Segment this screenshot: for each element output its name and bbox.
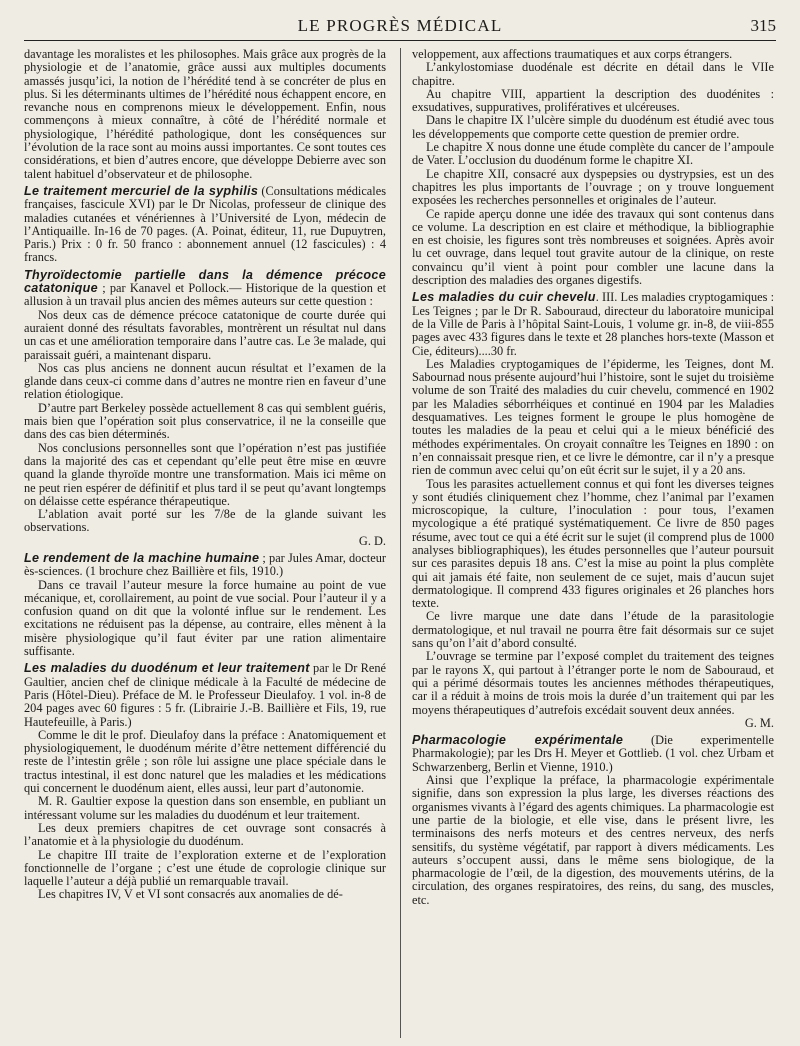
body-paragraph: M. R. Gaultier expose la question dans son ensemble, en publiant un intéressant volume sur les maladies du duodénum et leur traitement.	[24, 794, 386, 822]
body-paragraph: L’ankylostomiase duodénale est décrite en détail dans le VIIe chapitre.	[412, 60, 774, 88]
body-paragraph: davantage les moralistes et les philosophes. Mais grâce aux progrès de la physiologie et de l’anatomie, grâce aussi aux multiples documents amassés jusqu’ici, la notion de l’hérédité tend à se concréter de plus en plus. Si les déterminants ultimes de l’hérédité nous échappent encore, en revanche nous en comprenons mieux le développement. Enfin, nous commençons à mieux connaître, à côté de l’hérédité normale et physiologique, l’hérédité pathologique, dont les conséquences sur l’évolution de la race sont au moins aussi importantes. Ce sont toutes ces considérations, et bien d’autres encore, que développe Debierre avec son talent habituel d’observateur et de philosophe.	[24, 48, 386, 181]
review-citation: (Die experimentelle Pharmakologie); par les Drs H. Meyer et Gottlieb. (1 vol. chez Urbam et Schwarzenberg, Berlin et Vienne, 1910.)	[412, 733, 774, 774]
book-review-entry	[412, 291, 774, 357]
book-review-entry	[412, 734, 774, 774]
column-divider	[400, 48, 401, 1038]
body-paragraph: Comme le dit le prof. Dieulafoy dans la préface : Anatomiquement et physiologiquement, le duodénum mérite d’être nettement différencié du reste de l’intestin grêle ; son rôle lui assigne une place spéciale dans le tractus intestinal, il est donc naturel que les maladies et les médications qui concernent le duodénum aient, elles aussi, leur part d’autonomie.	[24, 727, 386, 796]
body-paragraph: Dans ce travail l’auteur mesure la force humaine au point de vue mécanique, et, corollairement, au point de vue social. Pour l’auteur il y a confusion quand on dit que la volonté influe sur le rendement. Les excitations ne réduisent pas la dépense, au contraire, elles mènent à la misère physiologique qu’il faut éviter par une ration alimentaire suffisante.	[24, 577, 386, 659]
left-column	[24, 48, 386, 1038]
book-review-entry	[24, 269, 386, 309]
body-paragraph: D’autre part Berkeley possède actuellement 8 cas qui semblent guéris, mais bien que l’opération soit plus conservatrice, il ne la conseille que dans des cas bien déterminés.	[24, 400, 386, 442]
body-paragraph: Les Maladies cryptogamiques de l’épiderme, les Teignes, dont M. Sabournad nous présente aujourd’hui l’histoire, sont le sujet du troisième volume de son Traité des maladies du cuir chevelu, commencé en 1902 par les Maladies séborrhéiques et continué en 1904 par les Maladies desquamatives. Les teignes forment le groupe le plus homogène de toutes les maladies de la peau et celui qui a le mieux bénéficié des méthodes expérimentales. On croyait connaître les Teignes en 1890 : on n’en connaissait presque rien, et ce livre le démontre, car il n’y a presque rien de commun avec celui qu’on eût écrit sur le sujet, il y a 20 ans.	[412, 356, 774, 478]
book-review-entry	[24, 185, 386, 265]
body-paragraph: Le chapitre X nous donne une étude complète du cancer de l’ampoule de Vater. L’occlusion du duodénum forme le chapitre XI.	[412, 140, 774, 168]
body-paragraph: L’ouvrage se termine par l’exposé complet du traitement des teignes par le rayons X, qui partout à l’étranger porte le nom de Sabouraud, et qui a périmé désormais toutes les anciennes méthodes thérapeutiques, car il a réduit à moins de trois mois la durée d’un traitement qui par les moyens thérapeutiques d’autrefois excédait souvent deux années.	[412, 649, 774, 717]
body-paragraph: Les deux premiers chapitres de cet ouvrage sont consacrés à l’anatomie et à la physiologie du duodénum.	[24, 820, 386, 849]
review-title: Thyroïdectomie partielle dans la démence précoce catatonique	[24, 267, 386, 296]
review-citation: . III. Les maladies cryptogamiques : Les Teignes ; par le Dr R. Sabouraud, directeur du laboratoire municipal de la Ville de Paris à l’hôpital Saint-Louis, 1 volume gr. in-8, de viii-855 pages avec 433 figures dans le texte et 28 planches hors-texte (Masson et Cie, éditeurs)....30 fr.	[412, 290, 774, 358]
body-paragraph: Ce rapide aperçu donne une idée des travaux qui sont contenus dans ce volume. La description en est claire et méthodique, la bibliographie en est choisie, les figures sont très nombreuses et soignées. Après avoir lu cet ouvrage, dans lequel tout gravite autour de la clinique, on reste convaincu qu’il vient à point pour combler une lacune dans la description des maladies des organes digestifs.	[412, 206, 774, 288]
review-citation: ; par Jules Amar, docteur ès-sciences. (1 brochure chez Baillière et fils, 1910.)	[24, 550, 386, 579]
author-signature: G. M.	[744, 715, 774, 730]
running-header	[24, 14, 776, 41]
body-paragraph: Nos deux cas de démence précoce catatonique de courte durée qui auraient donné des résultats favorables, montrèrent un résultat nul dans un cas et une amélioration temporaire dans l’autre cas. Le 3e malade, qui paraissait guéri, a maintenant disparu.	[24, 307, 386, 362]
body-paragraph: Les chapitres IV, V et VI sont consacrés aux anomalies de dé-	[38, 887, 343, 902]
book-review-entry	[24, 662, 386, 728]
body-paragraph: Au chapitre VIII, appartient la description des duodénites : exsudatives, suppuratives, prolifératives et ulcéreuses.	[412, 86, 774, 115]
review-title: Les maladies du duodénum et leur traitement	[24, 661, 310, 676]
right-column	[412, 48, 774, 1038]
body-paragraph: Nos conclusions personnelles sont que l’opération n’est pas justifiée dans la majorité des cas et cependant qu’elle peut être mise en œuvre quand la glande thyroïde montre une transformation. Mais ici même on ne peut rien espérer de définitif et plus tard il se peut qu’avant longtemps on délaisse cette espérance thérapeutique.	[24, 440, 386, 508]
body-paragraph: L’ablation avait porté sur les 7/8e de la glande suivant les observations.	[24, 507, 386, 535]
review-title: Les maladies du cuir chevelu	[412, 290, 596, 305]
journal-title: LE PROGRÈS MÉDICAL	[297, 16, 503, 35]
body-paragraph: Le chapitre XII, consacré aux dyspepsies ou dystrypsies, est un des chapitres les plus importants de l’ouvrage ; on y trouve longuement exposées les recherches personnelles et originales de l’auteur.	[412, 166, 774, 208]
body-paragraph: Nos cas plus anciens ne donnent aucun résultat et l’examen de la glande dans ceux-ci comme dans d’autres ne montre rien en faveur d’une relation étiologique.	[24, 360, 386, 402]
body-paragraph: Ce livre marque une date dans l’étude de la parasitologie dermatologique, et nul travail ne pourra être fait désormais sur ce sujet sans qu’on l’ait d’abord consulté.	[412, 609, 774, 651]
body-paragraph: Dans le chapitre IX l’ulcère simple du duodénum est étudié avec tous les développements que comporte cette question de premier ordre.	[412, 113, 774, 141]
review-citation: (Consultations médicales françaises, fascicule XVI) par le Dr Nicolas, professeur de clinique des maladies cutanées et vénériennes à l’Université de Lyon, médecin de l’Antiquaille. In-16 de 70 pages. (A. Poinat, éditeur, 11, rue Dupuytren, Paris.) Prix : 0 fr. 50 franco : abonnement annuel (12 fascicules) : 4 francs.	[24, 183, 386, 265]
review-title: Le rendement de la machine humaine	[24, 550, 260, 565]
body-paragraph: Tous les parasites actuellement connus et qui font les diverses teignes y sont étudiés cliniquement chez l’homme, chez l’animal par l’examen microscopique, la culture, l’inoculation : pour tous, l’examen mycologique a été pratiqué systématiquement. Ce livre de 850 pages résume, avec tout ce qui a été écrit sur le sujet (il comprend plus de 1000 analyses bibliographiques), les études personnelles que l’auteur poursuit sur ces parasites depuis 18 ans. C’est la mise au point la plus complète qui ait jamais été faite, non seulement de ce sujet, mais d’aucun sujet dermatologique. Il comprend 433 figures originales et 26 planches hors texte.	[412, 476, 774, 611]
body-paragraph: veloppement, aux affections traumatiques et aux corps étrangers.	[412, 48, 733, 61]
page-number: 315	[750, 16, 776, 35]
review-title: Le traitement mercuriel de la syphilis	[24, 183, 259, 198]
review-citation: par le Dr René Gaultier, ancien chef de clinique médicale à la Faculté de médecine de Paris (Hôtel-Dieu). Préface de M. le Professeur Dieulafoy. 1 vol. in-8 de 204 pages avec 60 figures : 5 fr. (Librairie J.-B. Baillière et Fils, 19, rue Hautefeuille, à Paris.)	[24, 661, 386, 729]
review-citation: ; par Kanavel et Pollock.— Historique de la question et allusion à un travail plus ancien des mêmes auteurs sur cette question :	[24, 281, 386, 309]
body-paragraph: Ainsi que l’explique la préface, la pharmacologie expérimentale signifie, dans son expression la plus large, les diverses réactions des organismes vivants à l’égard des agents chimiques. La pharmacologie est une partie de la biologie, et elle vise, dans le présent livre, les terminaisons des nerfs moteurs et des centres nerveux, des nerfs sensitifs, du système végétatif, par rapport à divers médicaments. Les auteurs s’occupent aussi, dans le même sens biologique, de la pharmacologie de l’œil, de la digestion, des mouvements utérins, de la circulation, des organes respiratoires, des reins, du sang, des muscles, etc.	[412, 773, 774, 907]
review-title: Pharmacologie expérimentale	[412, 733, 624, 748]
author-signature: G. D.	[358, 533, 386, 548]
body-paragraph: Le chapitre III traite de l’exploration externe et de l’exploration fonctionnelle de l’organe ; c’est une étude de coprologie clinique sur laquelle l’auteur a déjà publié un remarquable travail.	[24, 847, 386, 889]
book-review-entry	[24, 552, 386, 579]
